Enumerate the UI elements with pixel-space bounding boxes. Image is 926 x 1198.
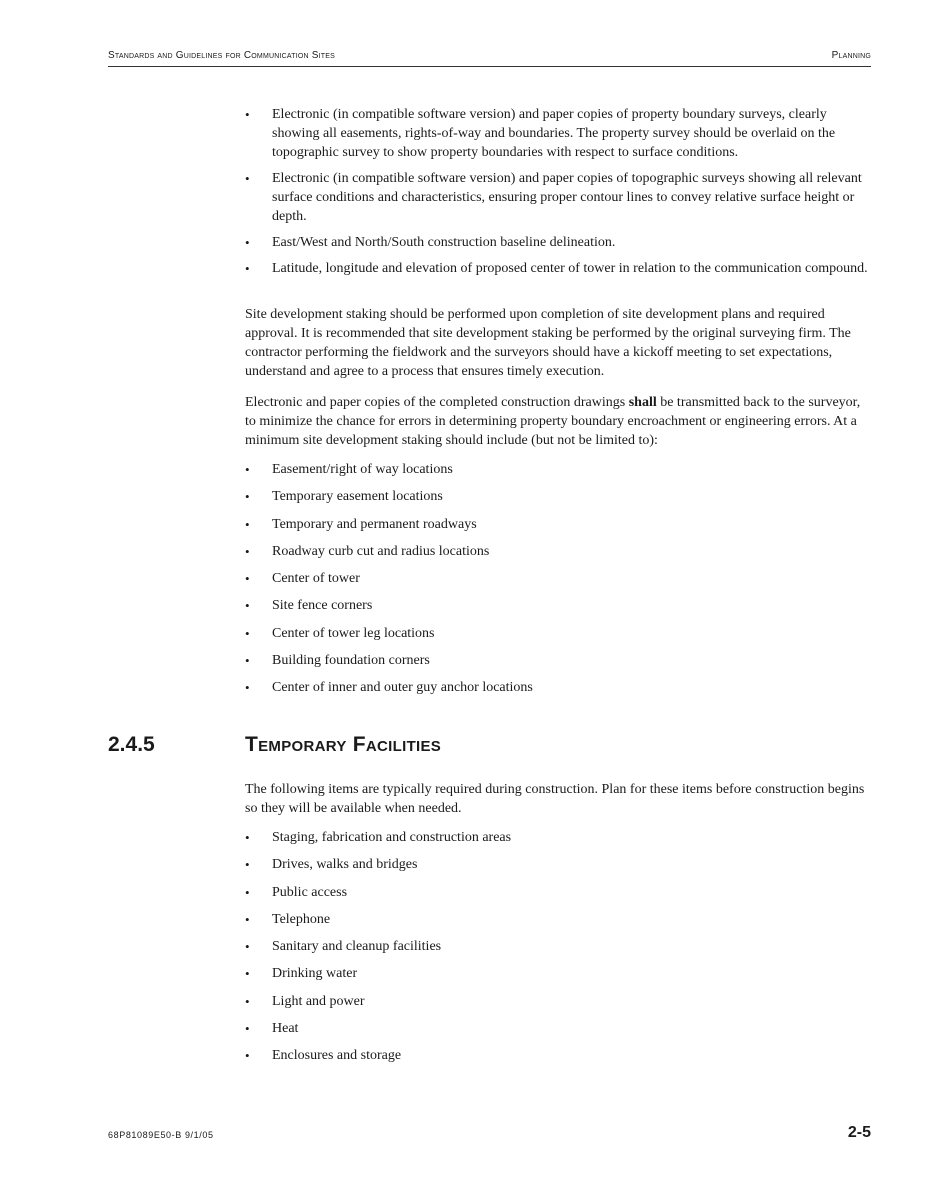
drawings-paragraph-end: be transmitted back to the surveyor, to minimize the chance for errors in determining property boundary encroachment or engineering errors. At a minimum site development staking should include (but not be limited to): [245,395,861,448]
drawings-paragraph [245,393,872,450]
footer-document-id: 68P81089E50-B 9/1/05 [108,1130,214,1140]
shall-emphasis: shall [628,395,657,410]
staking-items-block [245,460,872,706]
list-item: • Sanitary and cleanup facilities [245,937,872,956]
staking-items-list [245,460,872,697]
staking-paragraph: Site development staking should be performed upon completion of site development plans and required approval. It is recommended that site development staking be performed by the original surveying firm. The contractor performing the fieldwork and the surveyors should have a kickoff meeting to set expectations, understand and agree to a process that ensures timely execution. [245,307,851,379]
list-item: • Drives, walks and bridges [245,855,872,874]
list-item: • East/West and North/South construction baseline delineation. [245,233,872,252]
list-item: • Light and power [245,992,872,1011]
list-item: • Center of inner and outer guy anchor locations [245,678,872,697]
list-item: • Temporary easement locations [245,487,872,506]
section-number: 2.4.5 [108,733,155,756]
list-item: • Staging, fabrication and construction areas [245,828,872,847]
survey-deliverables-block [245,105,872,278]
list-item: • Enclosures and storage [245,1046,872,1065]
list-item: • Center of tower [245,569,872,588]
list-item: • Public access [245,883,872,902]
list-item: • Drinking water [245,964,872,983]
list-item: • Building foundation corners [245,651,872,670]
list-item: • Easement/right of way locations [245,460,872,479]
temporary-facilities-block [245,828,872,1074]
running-header-title: Standards and Guidelines for Communication Sites [108,50,335,61]
list-item: • Site fence corners [245,596,872,615]
running-header-chapter: Planning [831,50,871,61]
list-item: • Latitude, longitude and elevation of proposed center of tower in relation to the communication compound. [245,259,872,278]
survey-deliverables-list [245,105,872,278]
temporary-facilities-list [245,828,872,1065]
list-item: • Telephone [245,910,872,929]
list-item: • Temporary and permanent roadways [245,515,872,534]
list-item: • Electronic (in compatible software version) and paper copies of property boundary surveys, clearly showing all easements, rights-of-way and boundaries. The property survey should be overlaid on the topographic survey to show property boundaries with respect to surface conditions. [245,105,872,162]
list-item: • Heat [245,1019,872,1038]
drawings-paragraph-start: Electronic and paper copies of the completed construction drawings [245,395,629,410]
list-item: • Electronic (in compatible software version) and paper copies of topographic surveys showing all relevant surface conditions and characteristics, ensuring proper contour lines to convey relative surface height or depth. [245,169,872,226]
list-item: • Roadway curb cut and radius locations [245,542,872,561]
section-intro-paragraph: The following items are typically required during construction. Plan for these items before construction begins so they will be available when needed. [245,782,865,816]
footer-page-number: 2-5 [847,1124,871,1141]
header-divider [108,66,871,67]
section-title: Temporary Facilities [245,733,442,756]
list-item: • Center of tower leg locations [245,624,872,643]
